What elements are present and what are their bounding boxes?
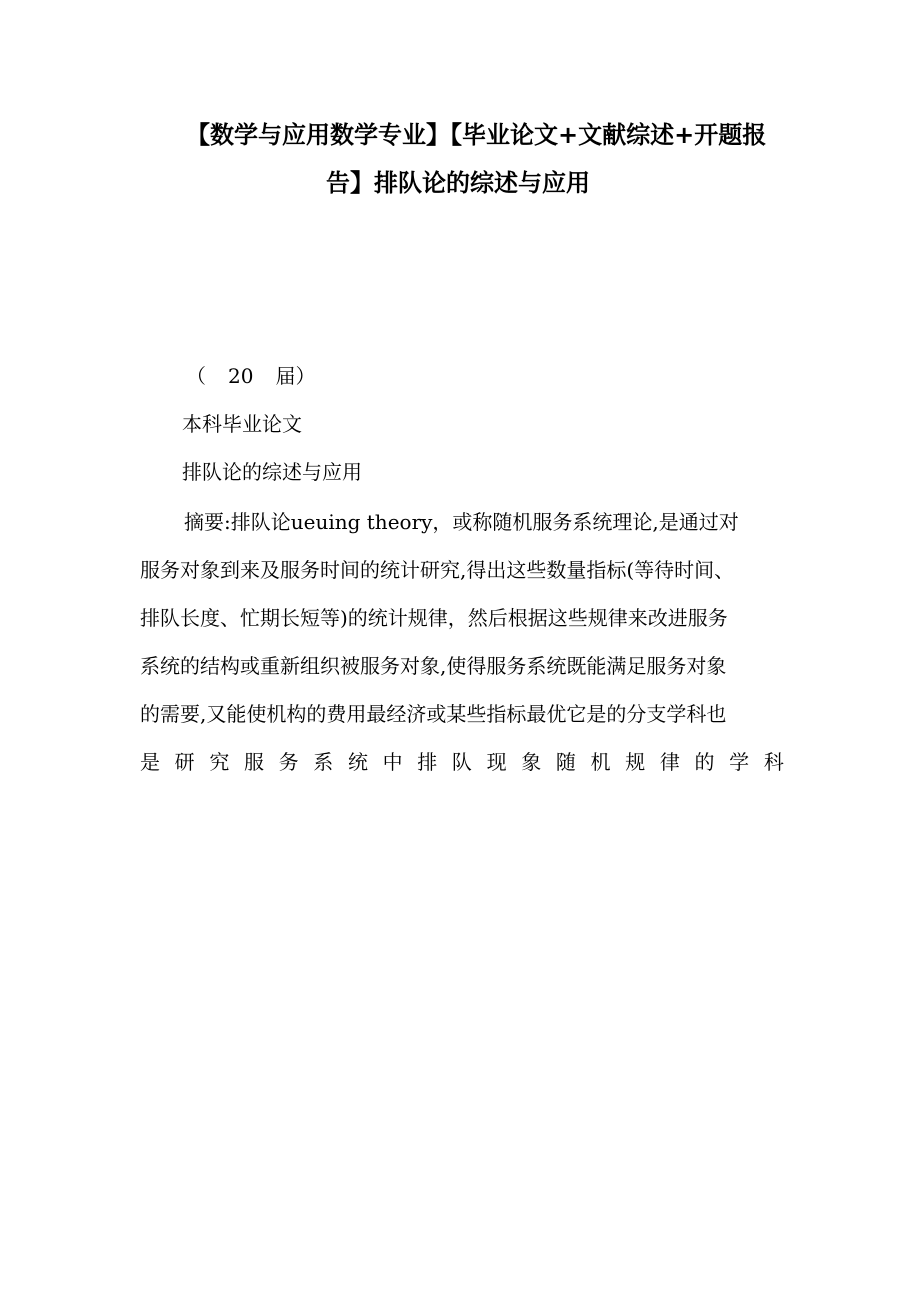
abstract-char: 是 [140, 750, 160, 774]
degree-label: 本科毕业论文 [182, 412, 302, 436]
abstract-line-6 [140, 750, 784, 774]
abstract-char: 系 [313, 750, 334, 774]
abstract-char: 队 [451, 750, 472, 774]
abstract-char: 随 [555, 750, 576, 774]
session-unit: 届） [275, 364, 316, 388]
abstract-char: 学 [729, 750, 750, 774]
abstract-char: 的 [694, 750, 715, 774]
abstract-char: 科 [763, 750, 784, 774]
abstract-char: 中 [382, 750, 403, 774]
abstract-char: 研 [174, 750, 195, 774]
abstract-char: 机 [590, 750, 611, 774]
session-open-paren: （ [186, 364, 206, 388]
abstract-char: 究 [209, 750, 230, 774]
abstract-char: 排 [417, 750, 438, 774]
document-title-line-1: 【数学与应用数学专业】【毕业论文+文献综述+开题报 [186, 121, 767, 149]
abstract-char: 现 [486, 750, 507, 774]
abstract-char: 规 [625, 750, 646, 774]
abstract-char: 律 [659, 750, 680, 774]
session-year-number: 20 [228, 364, 254, 388]
abstract-line-4: 系统的结构或重新组织被服务对象,使得服务系统既能满足服务对象 [140, 654, 727, 678]
thesis-topic: 排队论的综述与应用 [182, 460, 362, 484]
abstract-char: 务 [278, 750, 299, 774]
abstract-char: 象 [521, 750, 542, 774]
abstract-char: 服 [243, 750, 264, 774]
abstract-char: 统 [347, 750, 368, 774]
abstract-line-3: 排队长度、忙期长短等)的统计规律，然后根据这些规律来改进服务 [140, 606, 728, 630]
abstract-line-5: 的需要,又能使机构的费用最经济或某些指标最优它是的分支学科也 [140, 702, 727, 726]
abstract-line-2: 服务对象到来及服务时间的统计研究,得出这些数量指标(等待时间、 [140, 558, 735, 582]
document-title-line-2: 告】排队论的综述与应用 [326, 169, 590, 197]
abstract-line-1: 摘要:排队论ueuing theory，或称随机服务系统理论,是通过对 [184, 510, 739, 534]
session-year [186, 364, 315, 388]
